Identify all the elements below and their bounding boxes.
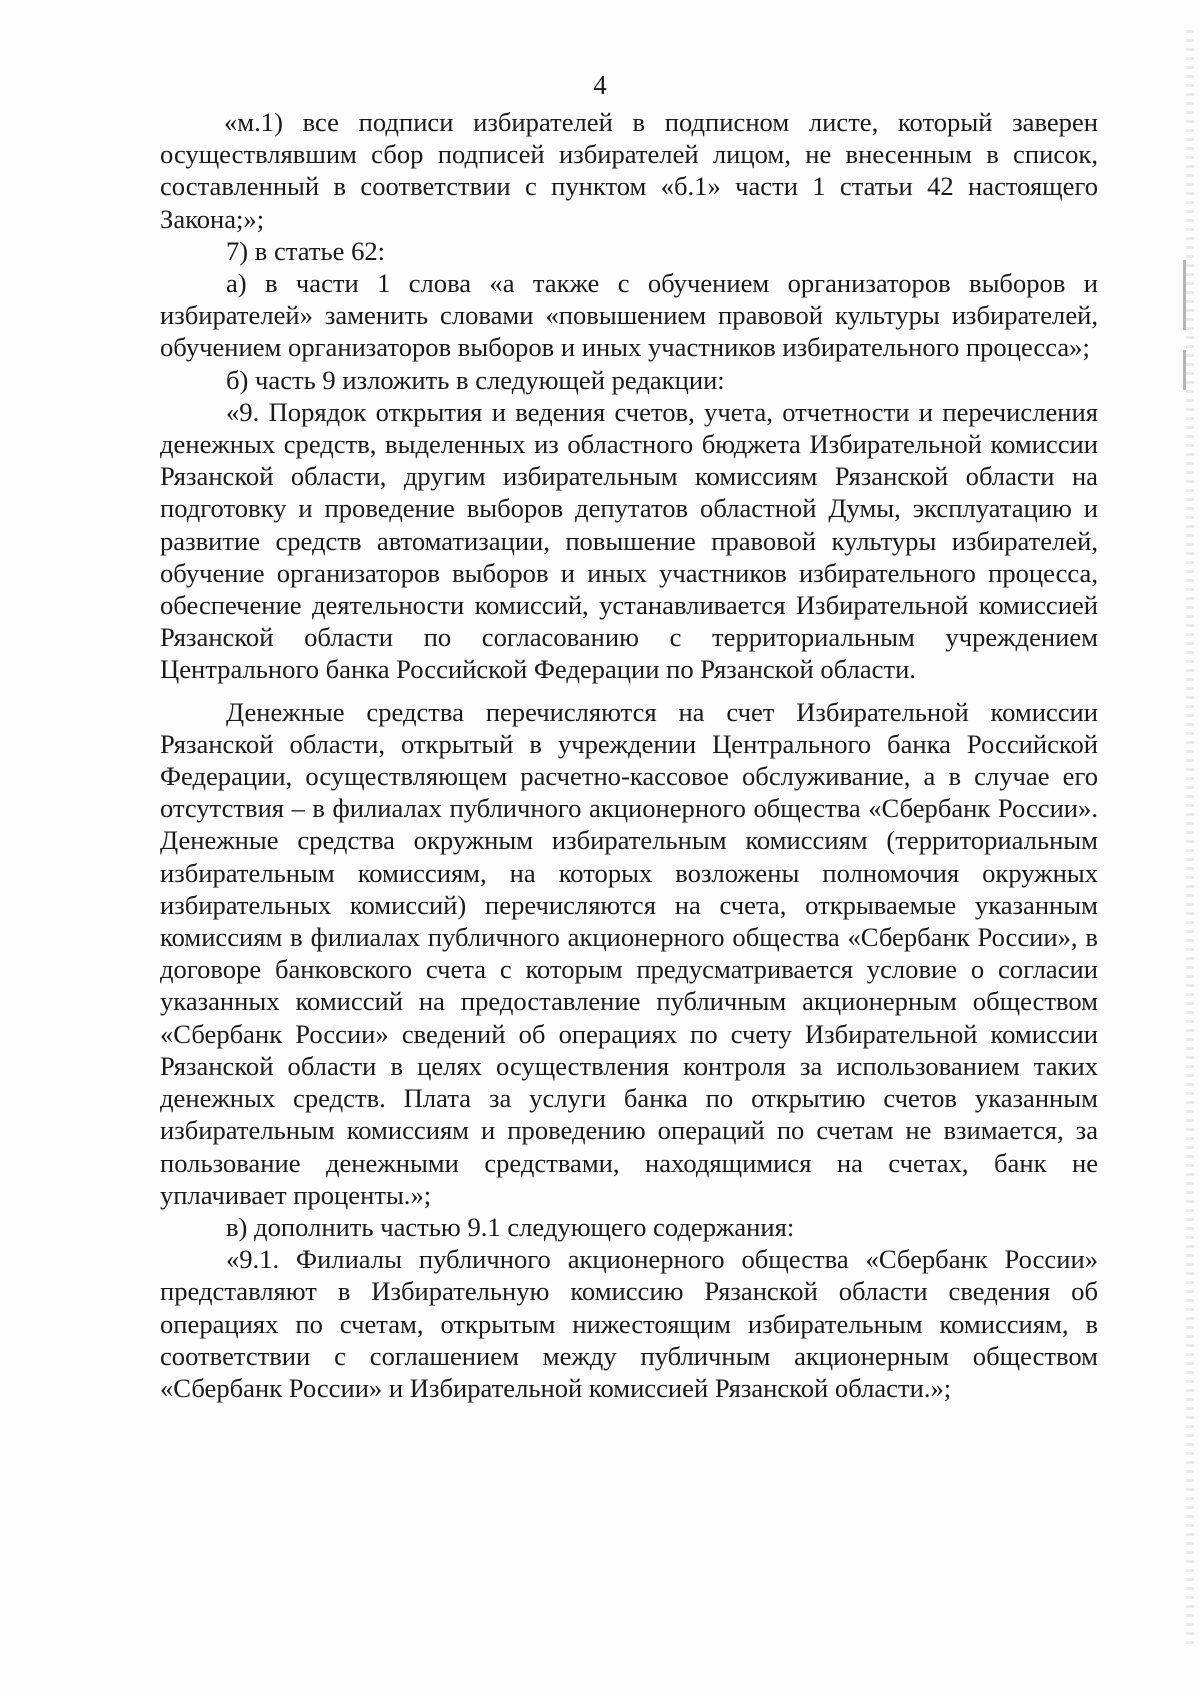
paragraph-item-7: 7) в статье 62: [226,235,386,266]
paragraph-subitem-a: а) в части 1 слова «а также с обучением организаторов выборов и избирателей» заменить словами «повышением правовой культуры избирателей, обучением организаторов выборов и иных участников избирательного процесса»; [160,268,1098,363]
scan-mark [1183,350,1186,390]
scan-edge-artifact [1186,30,1194,1650]
paragraph-part-9-1: «9.1. Филиалы публичного акционерного общества «Сбербанк России» представляют в Избирательную комиссию Рязанской области сведения об операциях по счетам, открытым нижестоящим избирательным комиссиям, в соответствии с соглашением между публичным акционерным обществом «Сбербанк России» и Избирательной комиссией Рязанской области.»; [160,1244,1098,1403]
paragraph-part-9: «9. Порядок открытия и ведения счетов, учета, отчетности и перечисления денежных средств, выделенных из областного бюджета Избирательной комиссии Рязанской области, другим избирательным комиссиям Рязанской области на подготовку и проведение выборов депутатов областной Думы, эксплуатацию и развитие средств автоматизации, повышение правовой культуры избирателей, обучение организаторов выборов и иных участников избирательного процесса, обеспечение деятельности комиссий, устанавливается Избирательной комиссией Рязанской области по согласованию с территориальным учреждением Центрального банка Российской Федерации по Рязанской области. [160,396,1098,685]
paragraph-subitem-v: в) дополнить частью 9.1 следующего содержания: [226,1211,795,1242]
page-number: 4 [593,70,607,100]
document-body [160,106,1098,1404]
scan-mark [1183,260,1186,330]
paragraph-m1: «м.1) все подписи избирателей в подписном листе, который заверен осуществлявшим сбор подписей избирателей лицом, не внесенным в список, составленный в соответствии с пунктом «б.1» части 1 статьи 42 настоящего Закона;»; [160,107,1098,234]
paragraph-subitem-b: б) часть 9 изложить в следующей редакции: [226,364,725,395]
paragraph-funds-transfer: Денежные средства перечисляются на счет Избирательной комиссии Рязанской области, открытый в учреждении Центрального банка Российской Федерации, осуществляющем расчетно-кассовое обслуживание, а в случае его отсутствия – в филиалах публичного акционерного общества «Сбербанк России». Денежные средства окружным избирательным комиссиям (территориальным избирательным комиссиям, на которых возложены полномочия окружных избирательных комиссий) перечисляются на счета, открываемые указанным комиссиям в филиалах публичного акционерного общества «Сбербанк России», в договоре банковского счета с которым предусматривается условие о согласии указанных комиссий на предоставление публичным акционерным обществом «Сбербанк России» сведений об операциях по счету Избирательной комиссии Рязанской области в целях осуществления контроля за использованием таких денежных средств. Плата за услуги банка по открытию счетов указанным избирательным комиссиям и проведению операций по счетам не взимается, за пользование денежными средствами, находящимися на счетах, банк не уплачивает проценты.»; [160,696,1098,1210]
